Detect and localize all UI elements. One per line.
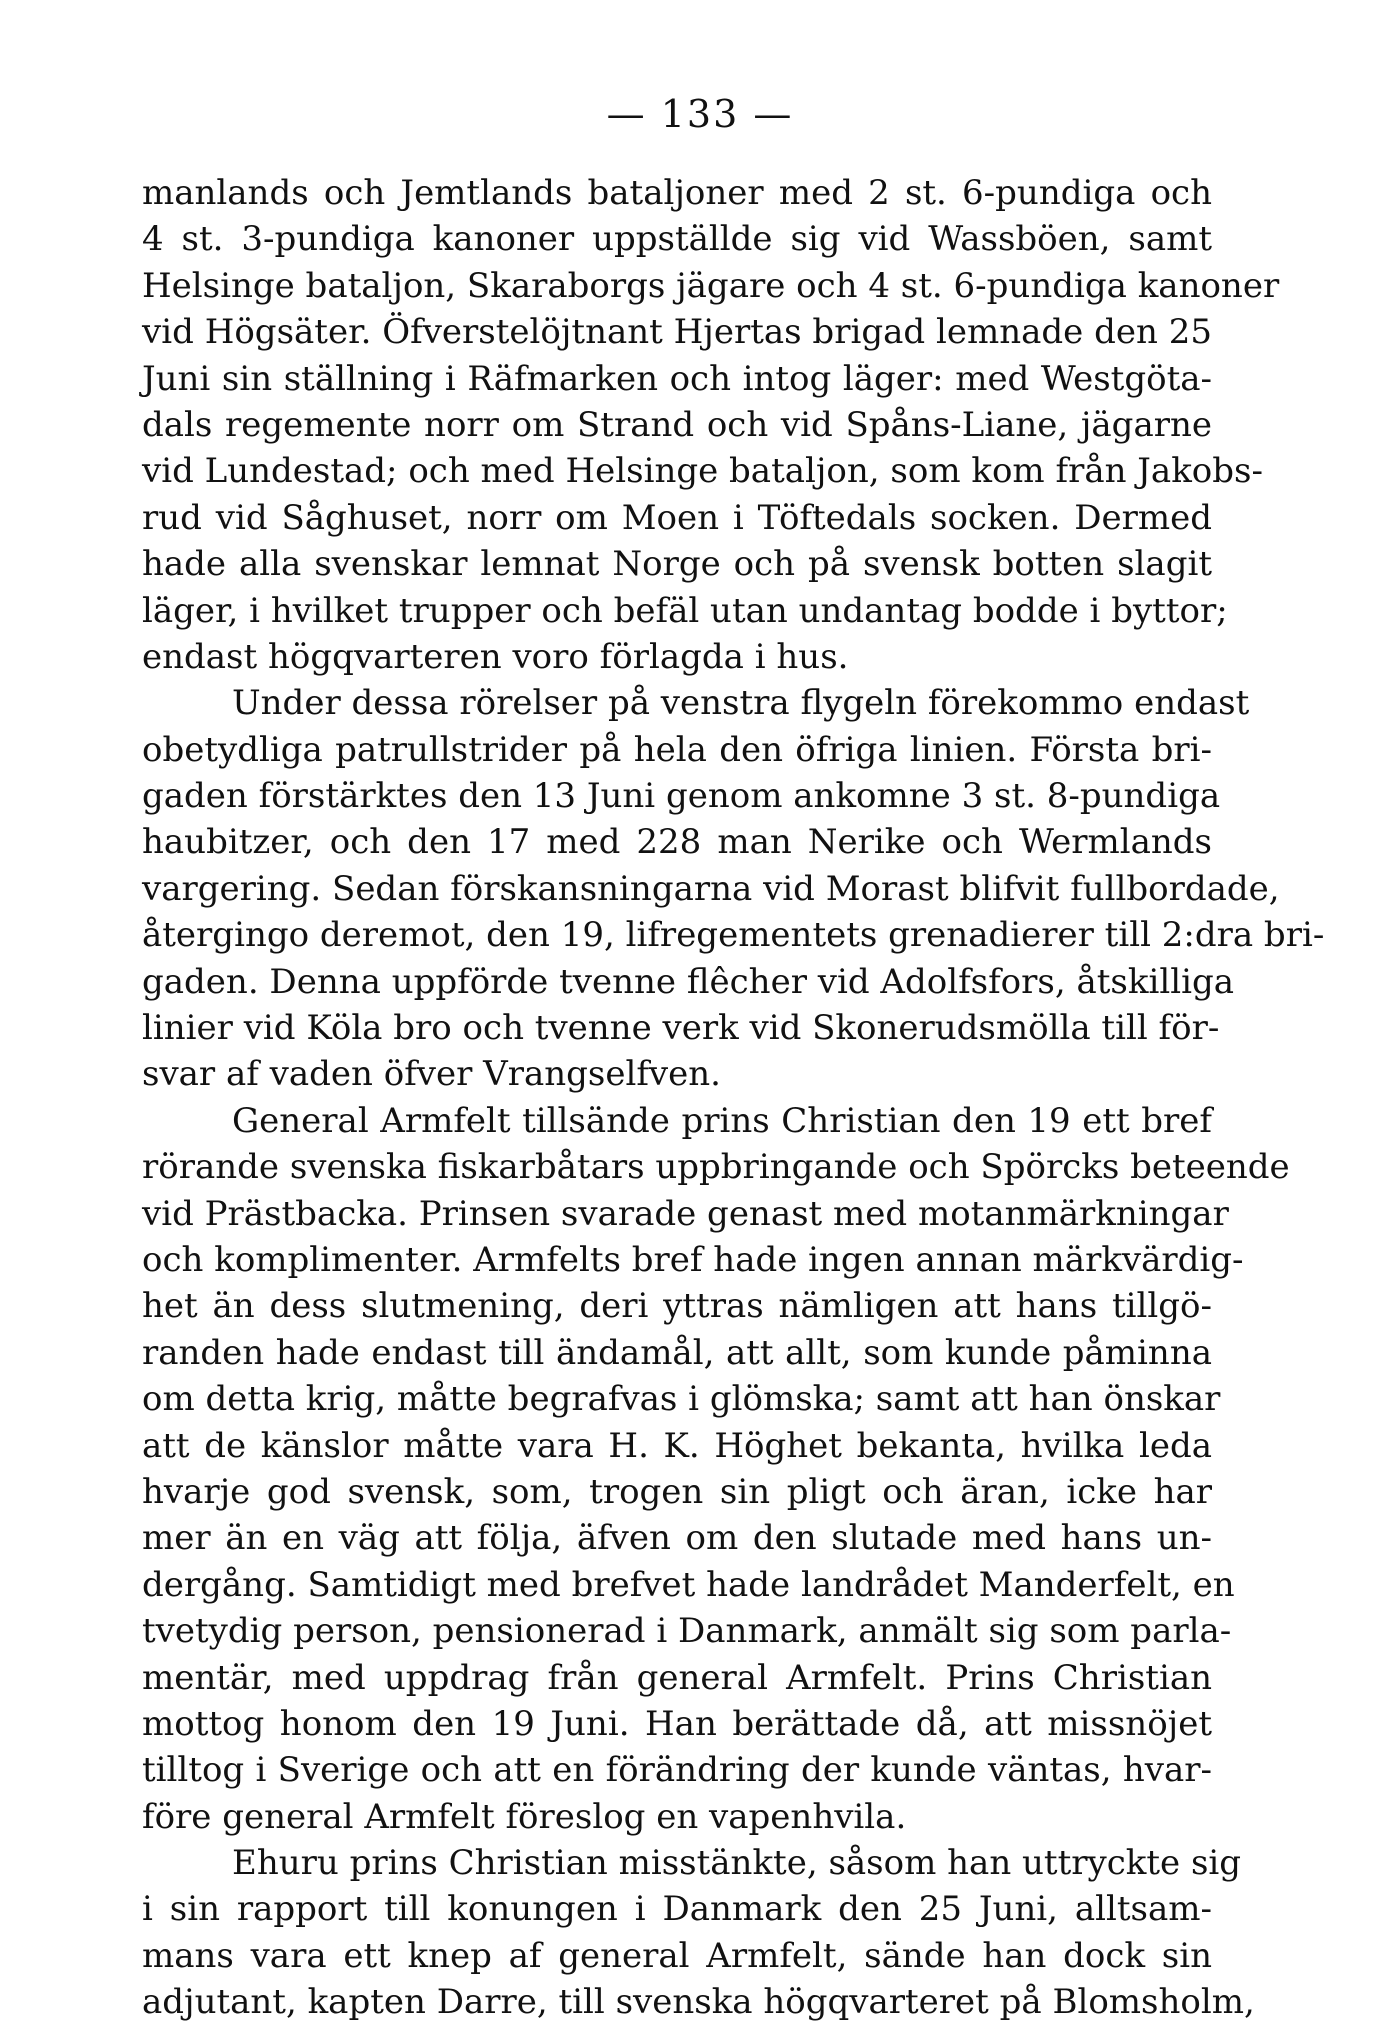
text-line: återgingo deremot, den 19, lifregementets grenadierer till 2:dra bri- [142,915,1325,956]
text-line: haubitzer, och den 17 med 228 man Nerike och Wermlands [142,822,1212,863]
text-line: mer än en väg att följa, äfven om den slutade med hans un- [142,1518,1212,1559]
text-line: manlands och Jemtlands bataljoner med 2 st. 6-pundiga och [142,173,1212,213]
text-line: att de känslor måtte vara H. K. Höghet bekanta, hvilka leda [142,1425,1212,1466]
text-line: mentär, med uppdrag från general Armfelt. Prins Christian [142,1657,1212,1698]
paragraph-first-line: Under dessa rörelser på venstra flygeln förekommo endast [232,683,1250,724]
text-line: och komplimenter. Armfelts bref hade ingen annan märkvärdig- [142,1239,1244,1280]
text-line: vid Högsäter. Öfverstelöjtnant Hjertas brigad lemnade den 25 [142,312,1212,353]
text-line: vid Prästbacka. Prinsen svarade genast med motanmärkningar [142,1193,1229,1234]
text-line: 4 st. 3-pundiga kanoner uppställde sig vid Wassböen, samt [142,219,1212,260]
text-line: före general Armfelt föreslog en vapenhvila. [142,1796,907,1837]
text-line: vid Lundestad; och med Helsinge bataljon, som kom från Jakobs- [142,451,1263,492]
paragraph-first-line: Ehuru prins Christian misstänkte, såsom han uttryckte sig [232,1843,1242,1884]
text-line: obetydliga patrullstrider på hela den öfriga linien. Första bri- [142,729,1212,770]
text-line: randen hade endast till ändamål, att allt, som kunde påminna [142,1332,1212,1373]
text-line: het än dess slutmening, deri yttras nämligen att hans tillgö- [142,1286,1212,1327]
body-text [142,170,1325,2026]
text-line: dergång. Samtidigt med brefvet hade landrådet Manderfelt, en [142,1564,1235,1605]
text-line: mans vara ett knep af general Armfelt, sände han dock sin [142,1935,1212,1976]
page-number: — 133 — [606,92,794,136]
text-line: rörande svenska fiskarbåtars uppbringande och Spörcks beteende [142,1147,1290,1188]
text-line: rud vid Såghuset, norr om Moen i Töftedals socken. Dermed [142,497,1212,538]
text-line: tvetydig person, pensionerad i Danmark, anmält sig som parla- [142,1611,1232,1652]
text-line: Juni sin ställning i Räfmarken och intog läger: med Westgöta- [142,358,1212,399]
text-line: i sin rapport till konungen i Danmark den 25 Juni, alltsam- [142,1889,1212,1930]
text-line: hvarje god svensk, som, trogen sin pligt och äran, icke har [142,1471,1212,1512]
text-line: svar af vaden öfver Vrangselfven. [142,1054,721,1095]
text-line: läger, i hvilket trupper och befäl utan undantag bodde i byttor; [142,590,1228,631]
text-line: vargering. Sedan förskansningarna vid Morast blifvit fullbordade, [142,868,1280,909]
text-line: om detta krig, måtte begrafvas i glömska; samt att han önskar [142,1379,1221,1420]
text-line: Helsinge bataljon, Skaraborgs jägare och 4 st. 6-pundiga kanoner [142,265,1280,306]
text-line: hade alla svenskar lemnat Norge och på svensk botten slagit [142,544,1212,585]
text-line: tilltog i Sverige och att en förändring der kunde väntas, hvar- [142,1750,1212,1791]
text-line: mottog honom den 19 Juni. Han berättade då, att missnöjet [142,1703,1212,1744]
text-line: gaden förstärktes den 13 Juni genom ankomne 3 st. 8-pundiga [142,776,1221,817]
paragraph-first-line: General Armfelt tillsände prins Christian den 19 ett bref [232,1100,1212,1141]
text-line: linier vid Köla bro och tvenne verk vid Skonerudsmölla till för- [142,1008,1220,1049]
text-line: dals regemente norr om Strand och vid Spåns-Liane, jägarne [142,404,1212,445]
text-line: endast högqvarteren voro förlagda i hus. [142,636,849,677]
text-line: gaden. Denna uppförde tvenne flêcher vid Adolfsfors, åtskilliga [142,961,1234,1002]
text-line: adjutant, kapten Darre, till svenska högqvarteret på Blomsholm, [142,1982,1255,2023]
